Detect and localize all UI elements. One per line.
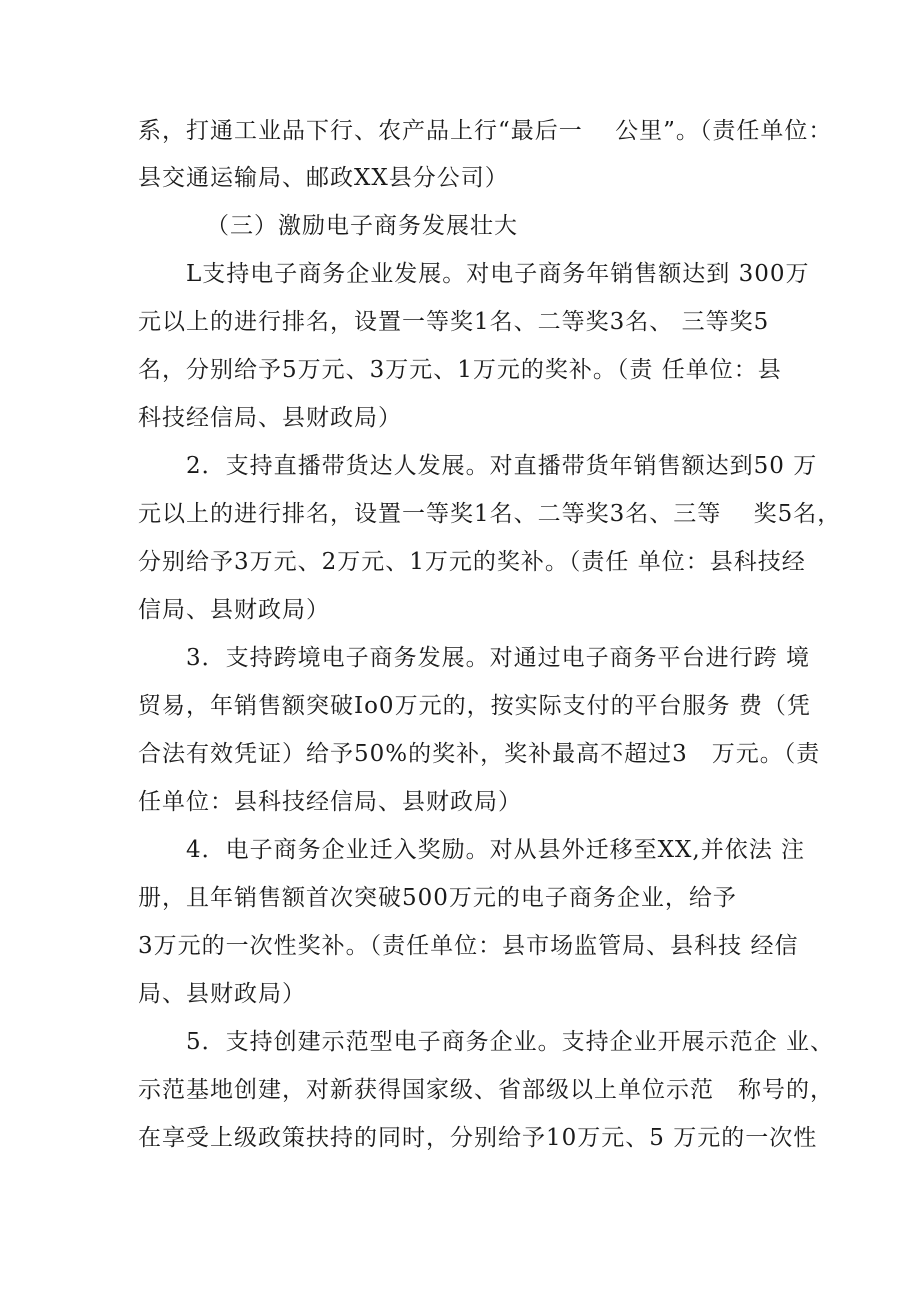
text-line: 名，分别给予5万元、3万元、1万元的奖补。（责 任单位：县 [138,357,782,383]
text-line: 元以上的进行排名，设置一等奖1名、二等奖3名、 三等奖5 [138,309,770,335]
text-line: 县交通运输局、邮政XX县分公司） [138,165,509,191]
text-line: 5．支持创建示范型电子商务企业。支持企业开展示范企 业、 [186,1029,834,1055]
text-line: 册，且年销售额首次突破500万元的电子商务企业，给予 [138,885,737,911]
text-line: 任单位：县科技经信局、县财政局） [138,789,522,815]
text-line: L支持电子商务企业发展。对电子商务年销售额达到 300万 [186,261,810,287]
section-heading: （三）激励电子商务发展壮大 [206,213,518,239]
text-line: 4．电子商务企业迁入奖励。对从县外迁移至XX,并依法 注 [186,837,806,863]
text-line: 2．支持直播带货达人发展。对直播带货年销售额达到50 万 [186,453,818,479]
text-line: 贸易，年销售额突破Io0万元的，按实际支付的平台服务 费（凭 [138,693,811,719]
text-line: 示范基地创建，对新获得国家级、省部级以上单位示范 称号的， [138,1077,834,1103]
text-line: 局、县财政局） [138,981,306,1007]
text-line: 信局、县财政局） [138,597,330,623]
text-line: 元以上的进行排名，设置一等奖1名、二等奖3名、三等 奖5名， [138,501,842,527]
text-line: 科技经信局、县财政局） [138,405,402,431]
text-line: 在享受上级政策扶持的同时，分别给予10万元、5 万元的一次性 [138,1125,818,1151]
text-line: 分别给予3万元、2万元、1万元的奖补。（责任 单位：县科技经 [138,549,806,575]
text-line: 3万元的一次性奖补。（责任单位：县市场监管局、县科技 经信 [138,933,799,959]
text-line: 3．支持跨境电子商务发展。对通过电子商务平台进行跨 境 [186,645,810,671]
text-line: 系，打通工业品下行、农产品上行“最后一 公里”。（责任单位： [138,118,833,144]
text-line: 合法有效凭证）给予50%的奖补，奖补最高不超过3 万元。（责 [138,741,821,767]
